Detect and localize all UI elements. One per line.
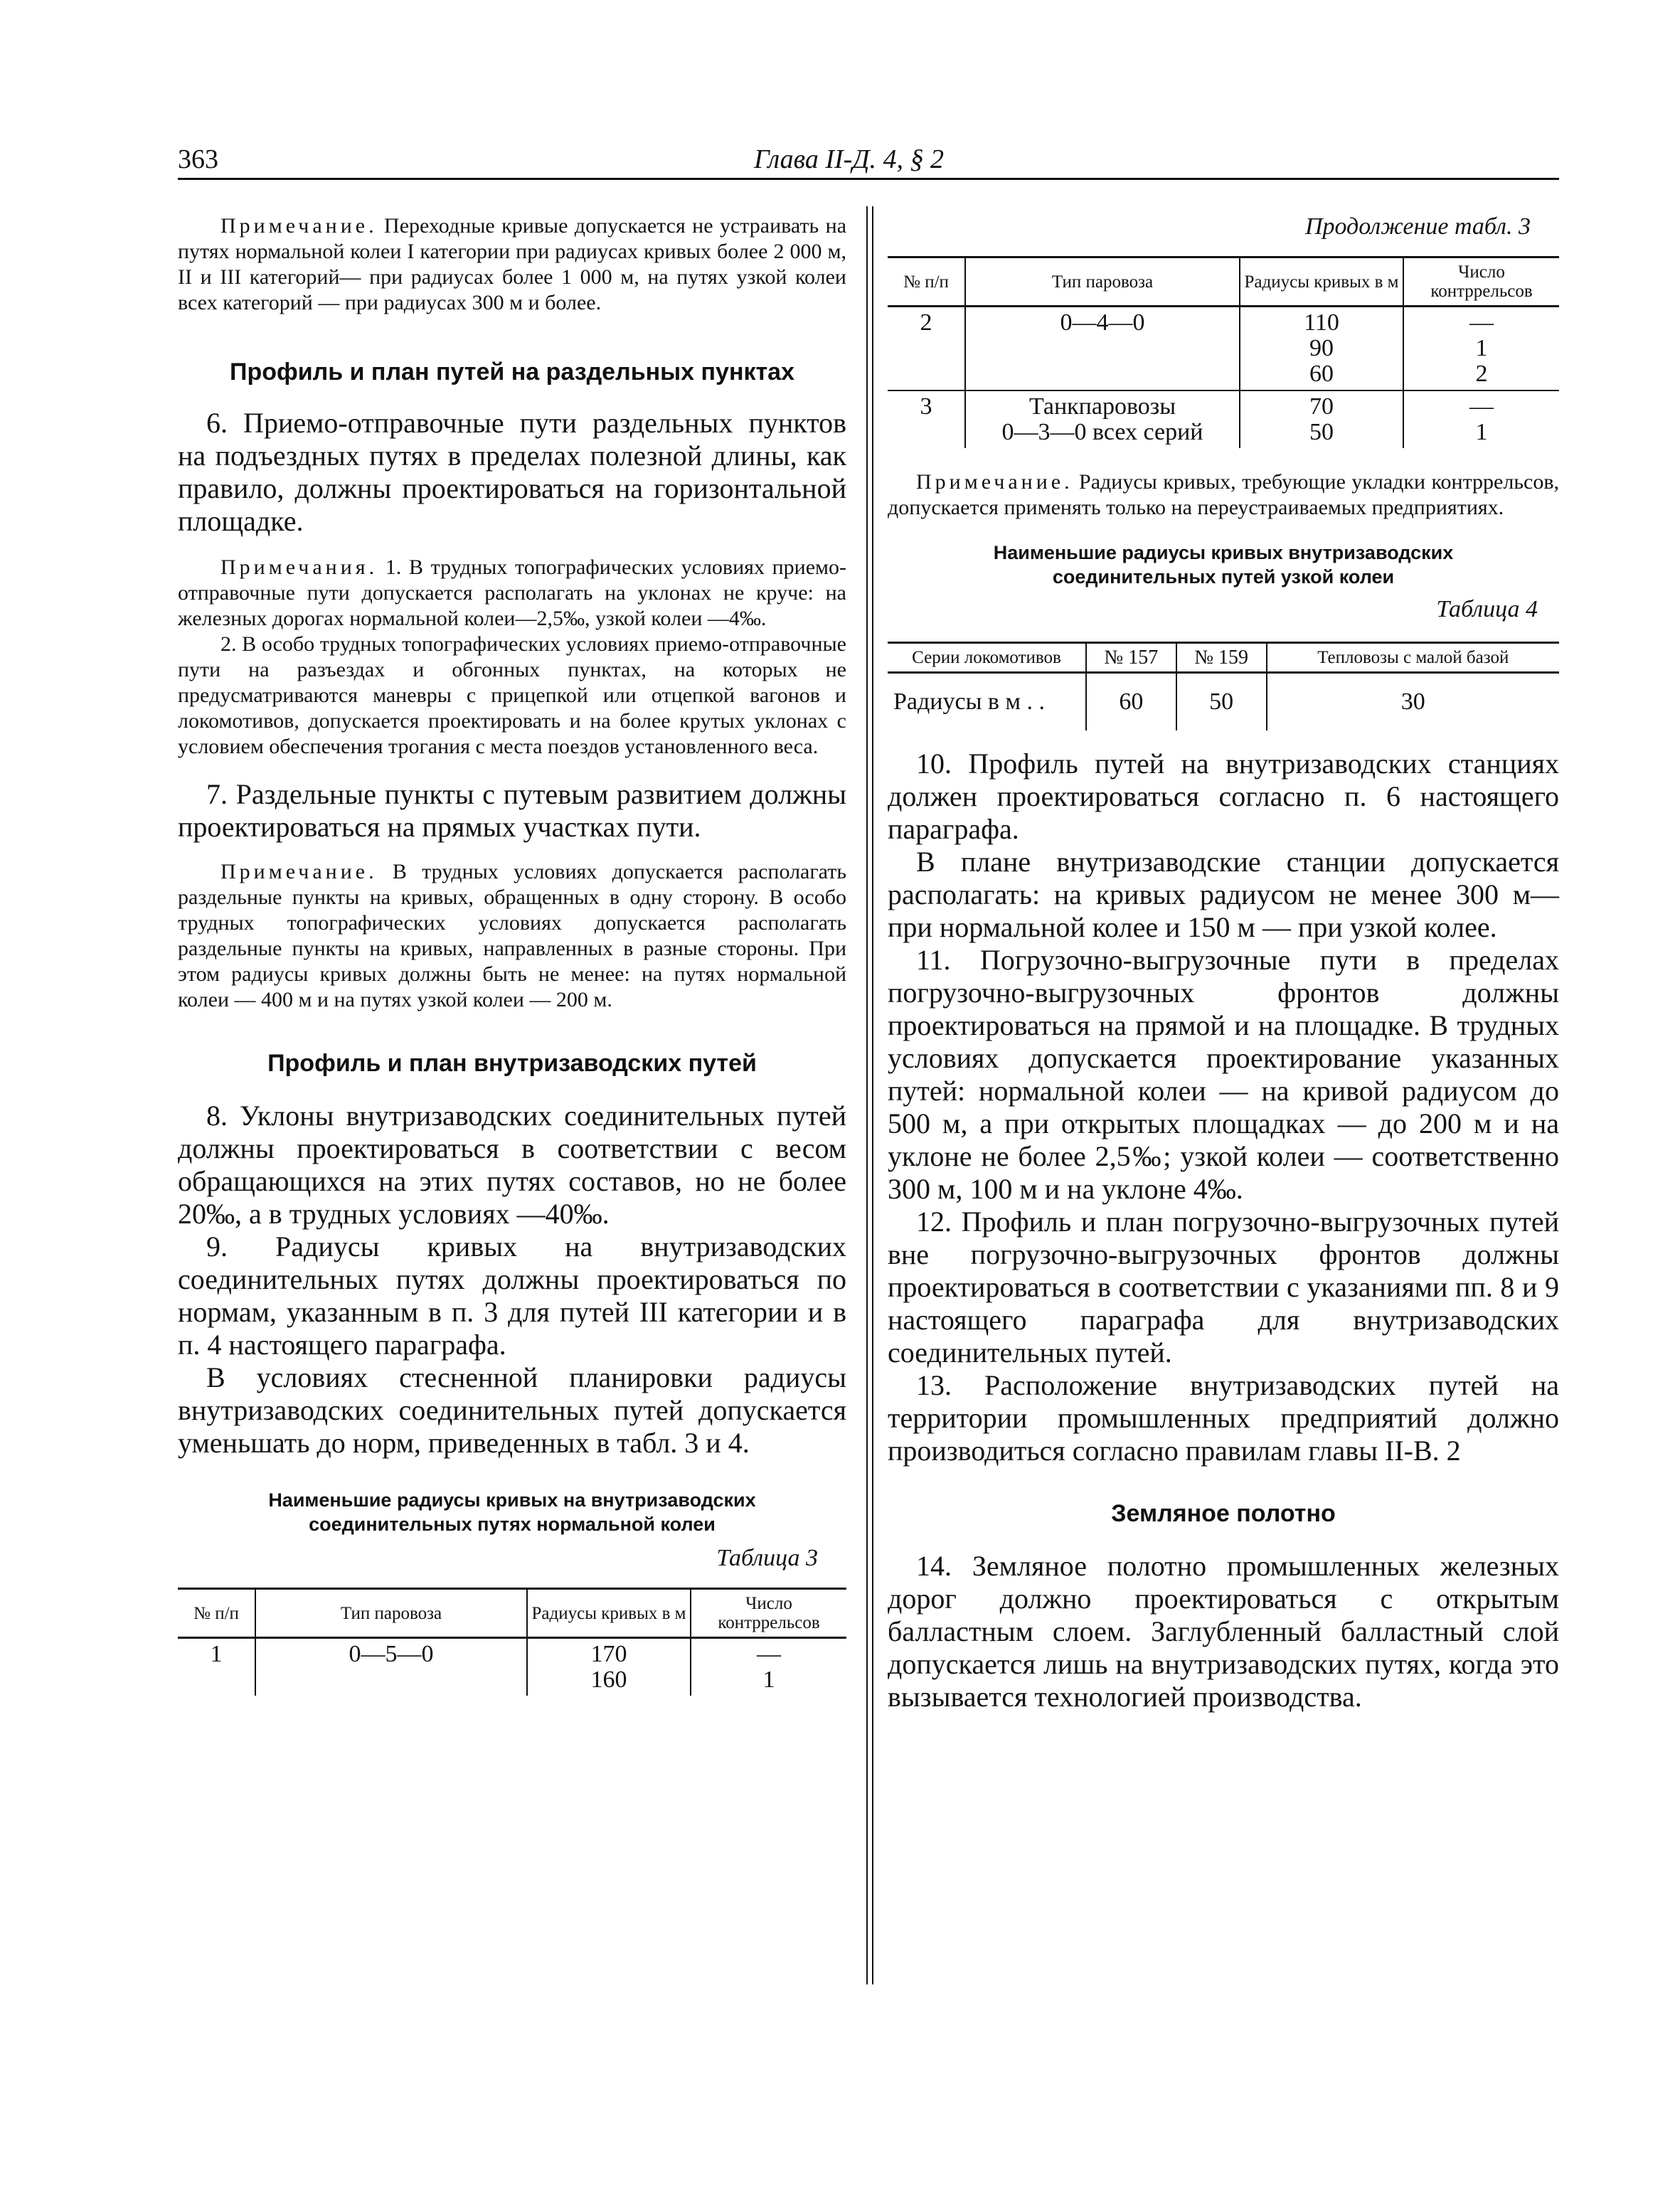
notes-item-1: 1. В трудных топографических условиях приемо-отправочные пути допускается располагать на уклонах не круче: на железных дорогах нормальной колеи—2,5‰, узкой колеи —4‰. — [178, 555, 847, 630]
notes-item-2: 2. В особо трудных топографических условиях приемо-отправочные пути на разъездах и обгонных пунктах, на которых не предусматриваются маневры с прицепкой или отцепкой вагонов и локомотивов, допускается проектировать и на более крутых уклонах с условием обеспечения трогания с места поездов установленного веса. — [178, 632, 846, 758]
table-header: Радиусы кривых в м — [1240, 257, 1403, 307]
paragraph-13: 13. Расположение внутризаводских путей на территории промышленных предприятий должно производиться согласно правилам главы II-В. 2 — [888, 1369, 1559, 1467]
paragraph-12: 12. Профиль и план погрузочно-выгрузочных путей вне погрузочно-выгрузочных фронтов должны проектироваться в соответствии с указаниями пп. 8 и 9 настоящего параграфа для внутризаводских соединительных путей. — [888, 1206, 1559, 1368]
table-cell: — 1 — [691, 1638, 846, 1696]
table-4-label: Таблица 4 — [1436, 596, 1538, 622]
table-cell: 0—4—0 — [965, 307, 1240, 391]
table-row — [178, 1638, 846, 1696]
table-header: Число контррельсов — [1403, 257, 1559, 307]
table-header: Радиусы кривых в м — [527, 1589, 691, 1638]
note-label: Примечание. — [916, 470, 1073, 494]
table-header: № п/п — [903, 272, 949, 292]
column-divider — [866, 206, 873, 1984]
table-3-continued — [888, 256, 1559, 448]
table-cell: 3 — [920, 393, 932, 420]
table-cell: 170 160 — [527, 1638, 691, 1696]
right-column — [888, 213, 1559, 1713]
table-cell: 60 — [1086, 673, 1176, 731]
table-header: Число контррельсов — [691, 1589, 846, 1638]
table-row — [888, 390, 1559, 448]
table-cell: — 1 2 — [1403, 307, 1559, 391]
table-header: Тип паровоза — [255, 1589, 527, 1638]
table-3 — [178, 1588, 846, 1696]
paragraph-10: 10. Профиль путей на внутризаводских станциях должен проектироваться согласно п. 6 настоящего параграфа. — [888, 748, 1559, 845]
paragraph-6: 6. Приемо-отправочные пути раздельных пунктов на подъездных путях в пределах полезной длины, как правило, должны проектироваться на горизонтальной площадке. — [178, 407, 846, 537]
section-heading-2: Профиль и план внутризаводских путей — [267, 1050, 757, 1077]
note-table-3 — [888, 469, 1559, 521]
table-cell: 50 — [1176, 673, 1267, 731]
left-column — [178, 213, 846, 1696]
note-label: Примечание. — [220, 214, 378, 238]
section-heading-1: Профиль и план путей на раздельных пунктах — [230, 358, 794, 386]
notes-6 — [178, 555, 846, 760]
table-3-continuation-label: Продолжение табл. 3 — [1304, 213, 1531, 240]
table-cell: 70 50 — [1240, 390, 1403, 448]
table-4-caption: Наименьшие радиусы кривых внутризаводских соединительных путей узкой колеи — [993, 542, 1454, 588]
chapter-title: Глава II-Д. 4, § 2 — [754, 144, 945, 174]
header-rule — [178, 178, 1559, 180]
table-cell: 110 90 60 — [1240, 307, 1403, 391]
table-cell: Танкпаровозы 0—3—0 всех серий — [965, 390, 1240, 448]
table-header: Тепловозы с малой базой — [1267, 643, 1559, 673]
page-number: 363 — [178, 144, 218, 174]
note-text: Радиусы кривых, требующие укладки контррельсов, допускается применять только на переустраиваемых предприятиях. — [888, 470, 1560, 519]
table-3-label: Таблица 3 — [716, 1545, 818, 1571]
table-header: № п/п — [193, 1603, 239, 1623]
paragraph-9: 9. Радиусы кривых на внутризаводских соединительных путях должны проектироваться по нормам, указанным в п. 3 для путей III категории и в п. 4 настоящего параграфа. — [178, 1230, 846, 1361]
table-header: № 159 — [1176, 643, 1267, 673]
table-cell: 1 — [210, 1641, 223, 1667]
notes-label: Примечания. — [220, 555, 378, 579]
note-text: Переходные кривые допускается не устраивать на путях нормальной колеи I категории при радиусах кривых более 2 000 м, II и III категорий— при радиусах более 1 000 м, на путях узкой колеи всех категорий — при радиусах 300 м и более. — [178, 214, 847, 314]
table-row-label: Радиусы в м . . — [893, 689, 1045, 715]
paragraph-7: 7. Раздельные пункты с путевым развитием должны проектироваться на прямых участках пути. — [178, 778, 846, 843]
section-heading-3: Земляное полотно — [1111, 1500, 1336, 1527]
paragraph-8: 8. Уклоны внутризаводских соединительных путей должны проектироваться в соответствии с весом обращающихся на этих путях составов, но не более 20‰, а в трудных условиях —40‰. — [178, 1100, 846, 1230]
table-header: № 157 — [1086, 643, 1176, 673]
note-text: В трудных условиях допускается располагать раздельные пункты на кривых, обращенных в одну сторону. В особо трудных топографических условиях допускается располагать раздельные пункты на кривых, направленных в разные стороны. При этом радиусы кривых должны быть не менее: на путях нормальной колеи — 400 м и на путях узкой колеи — 200 м. — [178, 860, 847, 1011]
table-row — [888, 673, 1559, 731]
table-3-caption: Наименьшие радиусы кривых на внутризаводских соединительных путях нормальной колеи — [268, 1489, 756, 1535]
paragraph-14: 14. Земляное полотно промышленных железных дорог должно проектироваться с открытым балластным слоем. Заглубленный балластный слой допускается лишь на внутризаводских путях, когда это вызывается технологией производства. — [888, 1550, 1559, 1713]
table-cell: 0—5—0 — [255, 1638, 527, 1696]
table-cell: — 1 — [1403, 390, 1559, 448]
table-4 — [888, 642, 1559, 730]
table-header: Серии локомотивов — [912, 648, 1061, 667]
table-cell: 2 — [920, 309, 932, 336]
table-header: Тип паровоза — [965, 257, 1240, 307]
paragraph-9b: В условиях стесненной планировки радиусы внутризаводских соединительных путей допускается уменьшать до норм, приведенных в табл. 3 и 4. — [178, 1361, 846, 1459]
paragraph-11: 11. Погрузочно-выгрузочные пути в пределах погрузочно-выгрузочных фронтов должны проектироваться на прямой и на площадке. В трудных условиях допускается проектирование указанных путей: нормальной колеи — на кривой радиусом до 500 м, а при открытых площадках — до 200 м и на уклоне не более 2,5‰; узкой колеи — соответственно 300 м, 100 м и на уклоне 4‰. — [888, 944, 1559, 1205]
note-transition — [178, 213, 846, 316]
paragraph-10b: В плане внутризаводские станции допускается располагать: на кривых радиусом не менее 300 м— при нормальной колее и 150 м — при узкой колее. — [888, 846, 1559, 943]
table-row — [888, 307, 1559, 391]
note-label: Примечание. — [220, 860, 378, 883]
note-7 — [178, 859, 846, 1013]
table-cell: 30 — [1267, 673, 1559, 731]
